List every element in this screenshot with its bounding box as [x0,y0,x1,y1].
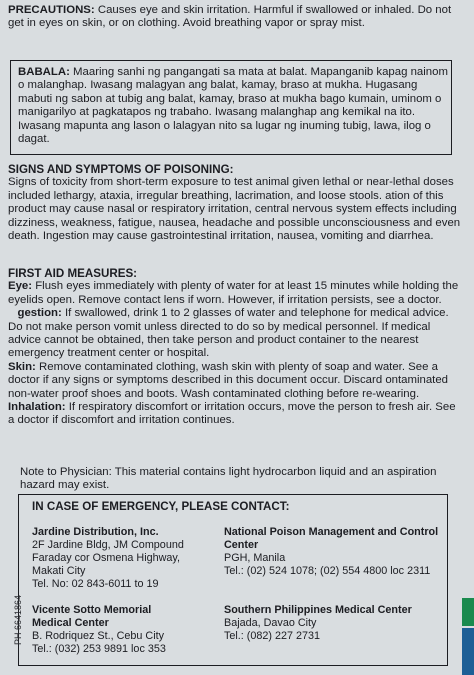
contact-jardine [32,526,232,591]
contact-phone: Tel.: (032) 253 9891 loc 353 [32,643,166,655]
babala-paragraph [18,66,448,146]
signs-heading: SIGNS AND SYMPTOMS OF POISONING: [8,163,234,176]
contact-phone: Tel. No: 02 843-6011 to 19 [32,578,159,590]
signs-section [8,163,464,243]
signs-text: Signs of toxicity from short-term exposure to test animal given lethal or near-lethal doses included lethargy, ataxia, irregular breathing, lacrimation, and loose stools. ation of this product may cause nasal or respiratory irritation, central nervous system effects including dizziness, weakness, fatigue, nausea, headache and possible unconsciousness and even death. Ingestion may cause gastrointestinal irritation, nausea, vomiting and diarrhea. [8,176,461,243]
contact-name: Southern Philippines Medical Center [224,604,412,616]
contact-line: Faraday cor Osmena Highway, [32,552,181,564]
first-aid-inhalation [8,401,464,428]
contact-poison-center [224,526,442,578]
precautions-text: Causes eye and skin irritation. Harmful if swallowed or inhaled. Do not get in eyes on skin, or on clothing. Avoid breathing vapor or spray mist. [8,4,452,30]
contact-line: 2F Jardine Bldg, JM Compound [32,539,184,551]
contact-line: PGH, Manila [224,552,286,564]
contact-vicente-sotto [32,604,192,656]
first-aid-heading: FIRST AID MEASURES: [8,267,138,280]
precautions-paragraph [8,4,466,31]
inhalation-label: Inhalation: [8,401,66,414]
contact-name: National Poison Management and Control Center [224,526,439,551]
inhalation-text: If respiratory discomfort or irritation occurs, move the person to fresh air. See a doctor if discomfort and irritation continues. [8,401,456,427]
first-aid-ingestion [8,307,464,361]
first-aid-skin [8,361,464,401]
skin-text: Remove contaminated clothing, wash skin with plenty of soap and water. See a doctor if any signs or symptoms described in this document occur. Discard ontaminated non-water proof shoes and boots. Wash contaminated clothing before re-wearing. [8,360,449,400]
babala-text: Maaring sanhi ng pangangati sa mata at balat. Mapanganib kapag nainom o malanghap. Iwasang malagyan ang balat, kamay, braso at mukha. Hugasang mabuti ng sabon at tubig ang balat, kamay, braso at mukha bago kumain, uminom o manigarilyo at pagkatapos ng trabaho. Iwasang malanghap ang kemikal na ito. Iwasang mapunta ang lason o lalagyan nito sa lugar ng inuming tubig, lawa, ilog o dagat. [18,66,448,146]
contact-phone: Tel.: (082) 227 2731 [224,630,321,642]
babala-label: BABALA: [18,66,70,78]
contact-southern-ph [224,604,442,643]
side-code: PH 6641864 [13,594,23,645]
contact-name: Jardine Distribution, Inc. [32,526,159,538]
eye-text: Flush eyes immediately with plenty of water for at least 15 minutes while holding the eyelids open. Remove contact lens if worn. However, if irritation persists, see a doctor. [8,280,459,306]
physician-note: Note to Physician: This material contains light hydrocarbon liquid and an aspiration hazard may exist. [20,466,437,492]
first-aid-eye [8,280,464,307]
ingestion-text: If swallowed, drink 1 to 2 glasses of water and telephone for medical advice. Do not make person vomit unless directed to do so by medical personnel. If medical advice cannot be obtained, then take person and product container to the nearest emergency treatment center or hospital. [8,307,449,360]
green-accent-bar [462,598,474,626]
emergency-title: IN CASE OF EMERGENCY, PLEASE CONTACT: [32,500,290,513]
contact-name: Vicente Sotto Memorial Medical Center [32,604,152,629]
ingestion-label: gestion: [17,307,62,320]
contact-phone: Tel.: (02) 524 1078; (02) 554 4800 loc 2311 [224,565,431,577]
precautions-label: PRECAUTIONS: [8,4,95,16]
contact-line: Bajada, Davao City [224,617,317,629]
skin-label: Skin: [8,360,36,373]
eye-label: Eye: [8,280,33,293]
first-aid-section [8,267,464,428]
contact-line: B. Rodriquez St., Cebu City [32,630,165,642]
blue-accent-bar [462,628,474,675]
contact-line: Makati City [32,565,86,577]
